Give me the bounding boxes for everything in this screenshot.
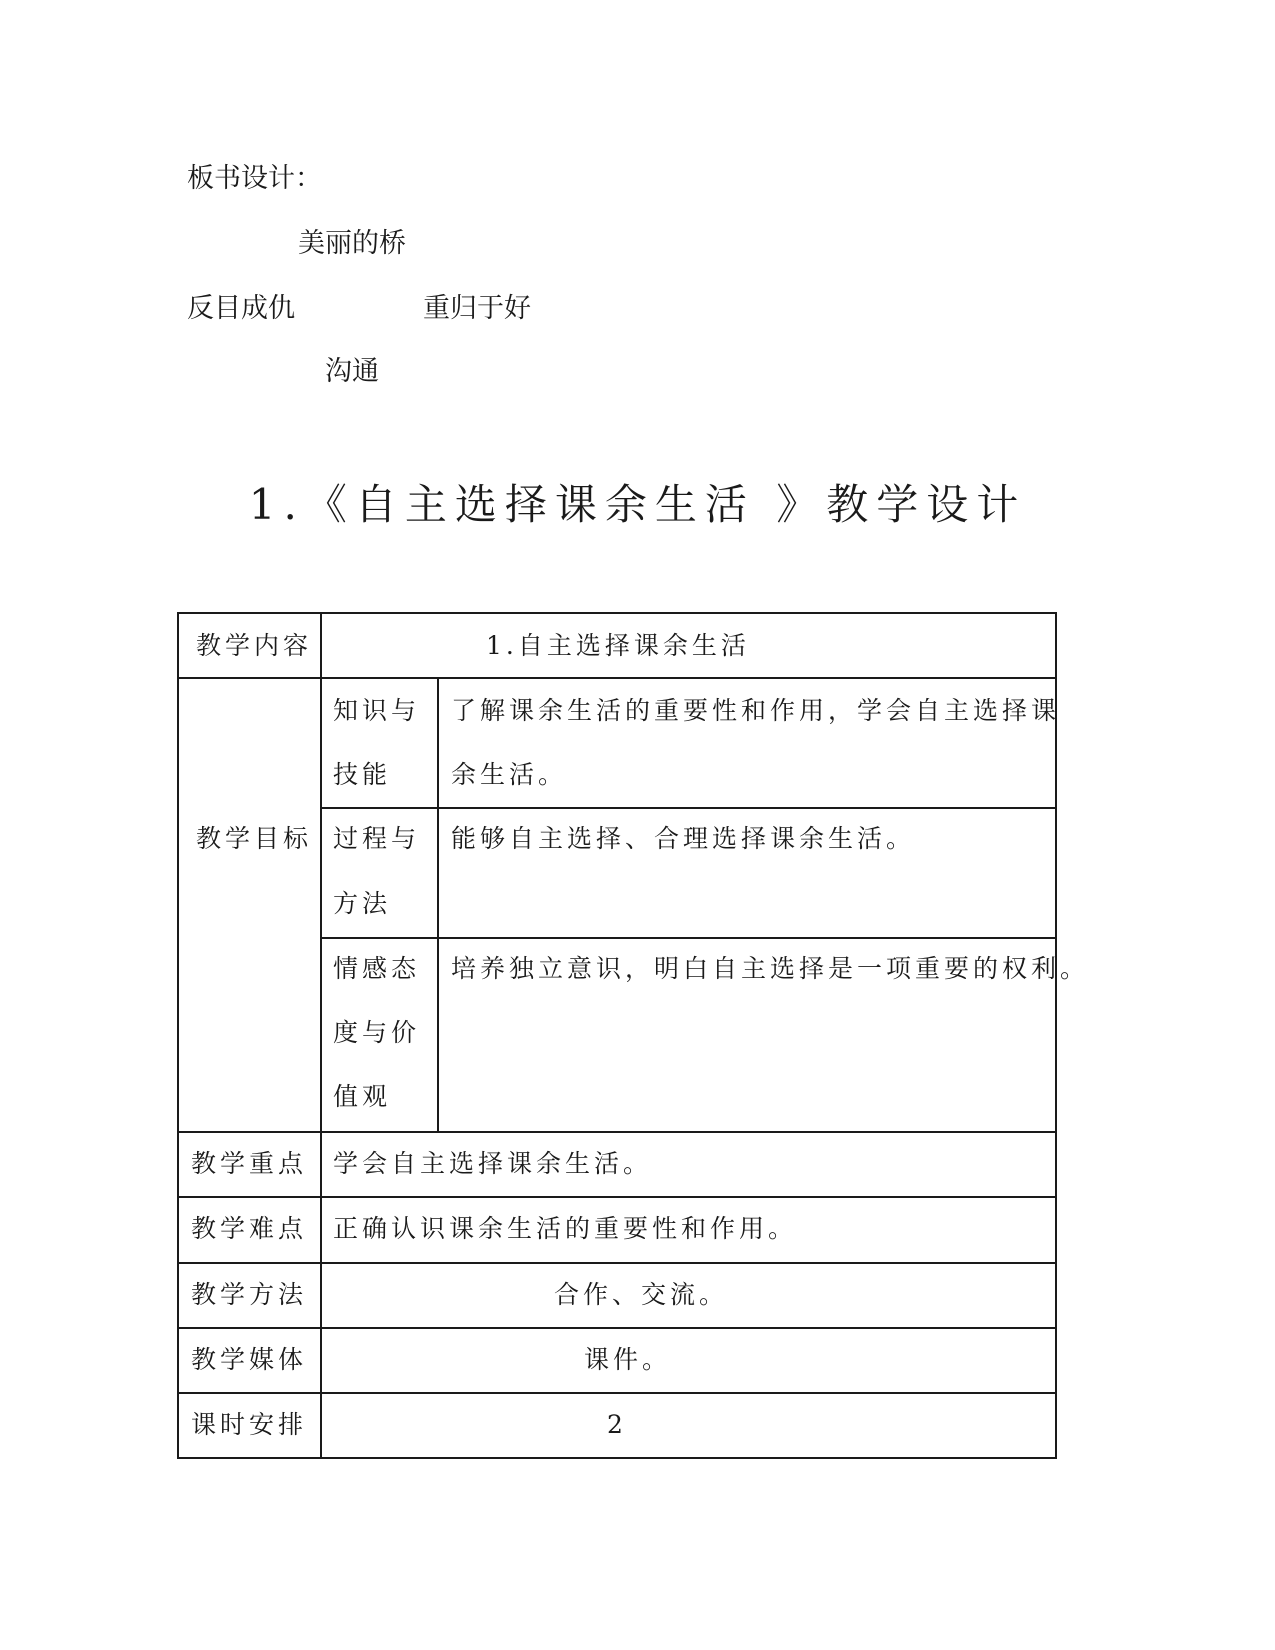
goal-knowledge-label: 技能 bbox=[333, 760, 392, 789]
document-title: 1.《自主选择课余生活 》教学设计 bbox=[248, 480, 1027, 529]
goal-emotion-label: 值观 bbox=[333, 1082, 392, 1111]
goal-knowledge-text: 余生活。 bbox=[451, 760, 568, 789]
board-center-text: 美丽的桥 bbox=[298, 228, 406, 259]
table-border-left bbox=[177, 612, 179, 1458]
board-bottom-text: 沟通 bbox=[325, 356, 379, 387]
content-value: 1.自主选择课余生活 bbox=[486, 631, 750, 660]
method-label: 教学方法 bbox=[191, 1280, 308, 1309]
table-row-divider bbox=[320, 937, 1056, 939]
difficulty-value: 正确认识课余生活的重要性和作用。 bbox=[333, 1214, 798, 1243]
board-design-heading: 板书设计： bbox=[187, 163, 322, 194]
goals-label: 教学目标 bbox=[196, 824, 313, 853]
table-row-divider bbox=[177, 677, 1056, 679]
goal-knowledge-text: 了解课余生活的重要性和作用，学会自主选择课 bbox=[451, 696, 1061, 725]
table-border-top bbox=[177, 612, 1056, 614]
table-row-divider bbox=[177, 1327, 1056, 1329]
table-row-divider bbox=[177, 1262, 1056, 1264]
hours-label: 课时安排 bbox=[191, 1410, 308, 1439]
table-border-right bbox=[1055, 612, 1057, 1458]
goal-emotion-label: 情感态 bbox=[333, 954, 421, 983]
board-left-text: 反目成仇 bbox=[187, 293, 295, 324]
goal-process-label: 过程与 bbox=[333, 824, 421, 853]
hours-value: 2 bbox=[607, 1410, 627, 1439]
key-point-label: 教学重点 bbox=[191, 1149, 308, 1178]
difficulty-label: 教学难点 bbox=[191, 1214, 308, 1243]
goal-emotion-label: 度与价 bbox=[333, 1018, 421, 1047]
content-label: 教学内容 bbox=[196, 631, 313, 660]
goal-knowledge-label: 知识与 bbox=[333, 696, 421, 725]
table-row-divider bbox=[177, 1392, 1056, 1394]
method-value: 合作、交流。 bbox=[554, 1280, 729, 1309]
board-right-text: 重归于好 bbox=[423, 293, 531, 324]
table-row-divider bbox=[320, 807, 1056, 809]
table-column-divider bbox=[320, 612, 322, 1458]
table-row-divider bbox=[177, 1196, 1056, 1198]
goal-emotion-text: 培养独立意识，明白自主选择是一项重要的权利。 bbox=[451, 954, 1090, 983]
table-column-divider bbox=[437, 677, 439, 1132]
goal-process-label: 方法 bbox=[333, 889, 392, 918]
goal-process-text: 能够自主选择、合理选择课余生活。 bbox=[451, 824, 916, 853]
table-border-bottom bbox=[177, 1457, 1057, 1459]
media-label: 教学媒体 bbox=[191, 1345, 308, 1374]
table-row-divider bbox=[177, 1131, 1056, 1133]
media-value: 课件。 bbox=[584, 1345, 672, 1374]
key-point-value: 学会自主选择课余生活。 bbox=[333, 1149, 653, 1178]
